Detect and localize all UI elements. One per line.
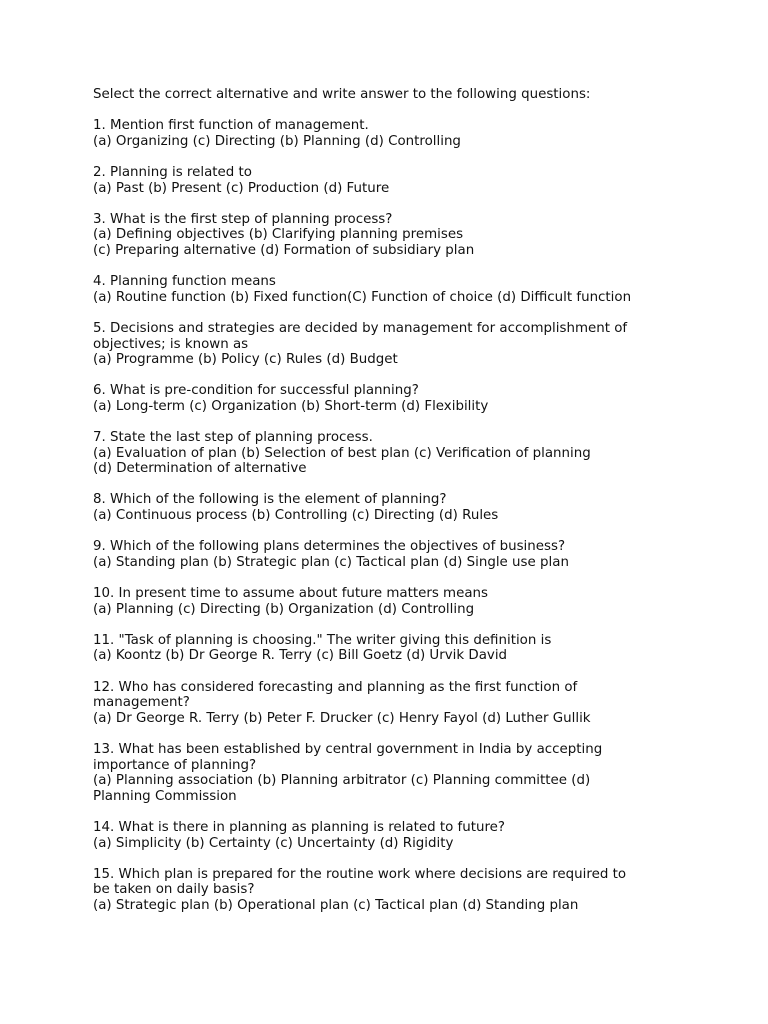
question-line: (a) Organizing (c) Directing (b) Planning (d) Controlling xyxy=(93,133,461,149)
question-item xyxy=(93,586,673,617)
question-text: 3. What is the first step of planning process? xyxy=(93,211,393,227)
question-item xyxy=(93,680,673,727)
question-line: (c) Preparing alternative (d) Formation of subsidiary plan xyxy=(93,242,475,258)
question-text: 4. Planning function means xyxy=(93,274,276,290)
question-item xyxy=(93,321,673,368)
question-item xyxy=(93,820,673,851)
question-text: 15. Which plan is prepared for the routine work where decisions are required to xyxy=(93,866,627,882)
question-line: (a) Strategic plan (b) Operational plan (c) Tactical plan (d) Standing plan xyxy=(93,897,579,913)
question-line: (a) Koontz (b) Dr George R. Terry (c) Bill Goetz (d) Urvik David xyxy=(93,648,508,664)
question-line: (a) Dr George R. Terry (b) Peter F. Drucker (c) Henry Fayol (d) Luther Gullik xyxy=(93,710,591,726)
question-text: 11. "Task of planning is choosing." The writer giving this definition is xyxy=(93,632,552,648)
question-item xyxy=(93,430,673,477)
question-item xyxy=(93,633,673,664)
question-list xyxy=(93,118,673,913)
question-line: Planning Commission xyxy=(93,788,237,804)
question-text: 7. State the last step of planning process. xyxy=(93,430,373,446)
question-text: 6. What is pre-condition for successful planning? xyxy=(93,383,419,399)
question-item xyxy=(93,539,673,570)
document-page xyxy=(93,87,673,929)
instruction-text: Select the correct alternative and write answer to the following questions: xyxy=(93,87,591,102)
question-item xyxy=(93,274,673,305)
question-line: importance of planning? xyxy=(93,757,257,773)
question-item xyxy=(93,165,673,196)
question-text: 13. What has been established by central government in India by accepting xyxy=(93,741,603,757)
question-line: (a) Simplicity (b) Certainty (c) Uncertainty (d) Rigidity xyxy=(93,835,454,851)
question-line: (a) Routine function (b) Fixed function(C) Function of choice (d) Difficult function xyxy=(93,289,632,305)
question-line: (a) Past (b) Present (c) Production (d) Future xyxy=(93,180,390,196)
question-item xyxy=(93,118,673,149)
question-line: (d) Determination of alternative xyxy=(93,461,307,477)
question-text: 9. Which of the following plans determines the objectives of business? xyxy=(93,539,566,555)
question-text: 14. What is there in planning as planning is related to future? xyxy=(93,819,506,835)
question-line: (a) Defining objectives (b) Clarifying planning premises xyxy=(93,227,464,243)
question-line: (a) Programme (b) Policy (c) Rules (d) Budget xyxy=(93,352,398,368)
question-item xyxy=(93,867,673,914)
question-line: (a) Planning (c) Directing (b) Organization (d) Controlling xyxy=(93,601,475,617)
question-item xyxy=(93,742,673,804)
question-line: (a) Continuous process (b) Controlling (c) Directing (d) Rules xyxy=(93,508,499,524)
question-line: (a) Evaluation of plan (b) Selection of best plan (c) Verification of planning xyxy=(93,445,591,461)
question-line: management? xyxy=(93,695,190,711)
question-text: 5. Decisions and strategies are decided by management for accomplishment of xyxy=(93,320,628,336)
question-item xyxy=(93,212,673,259)
question-line: (a) Standing plan (b) Strategic plan (c) Tactical plan (d) Single use plan xyxy=(93,554,569,570)
question-line: be taken on daily basis? xyxy=(93,882,255,898)
question-text: 2. Planning is related to xyxy=(93,164,252,180)
question-text: 12. Who has considered forecasting and planning as the first function of xyxy=(93,679,578,695)
question-item xyxy=(93,492,673,523)
question-text: 8. Which of the following is the element of planning? xyxy=(93,492,447,508)
question-item xyxy=(93,383,673,414)
question-text: 1. Mention first function of management. xyxy=(93,118,369,134)
question-line: objectives; is known as xyxy=(93,336,249,352)
question-line: (a) Long-term (c) Organization (b) Short-term (d) Flexibility xyxy=(93,398,489,414)
question-text: 10. In present time to assume about future matters means xyxy=(93,586,489,601)
question-line: (a) Planning association (b) Planning arbitrator (c) Planning committee (d) xyxy=(93,773,591,789)
